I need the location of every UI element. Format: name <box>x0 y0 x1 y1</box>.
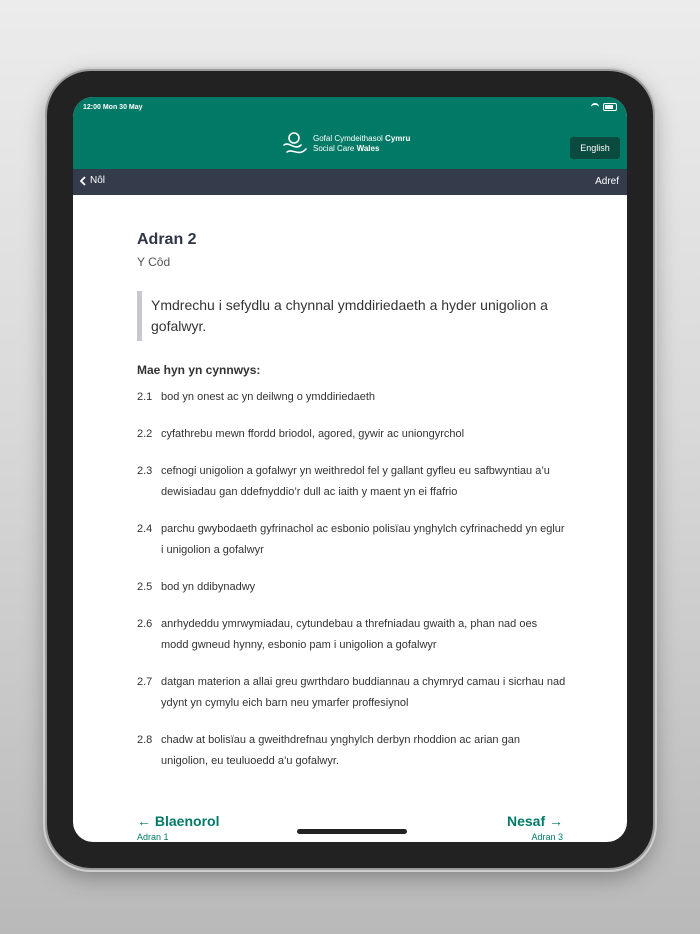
logo-line1-bold: Cymru <box>385 134 411 143</box>
item-number: 2.6 <box>137 618 153 630</box>
list-item <box>137 424 567 445</box>
pager <box>137 813 563 842</box>
item-text: cefnogi unigolion a gofalwyr yn weithredol fel y gallant gyfleu eu safbwyntiau a’u dewisiadau gan ddefnyddio’r dull ac iaith y maent yn ei ffafrio <box>161 465 550 498</box>
item-number: 2.1 <box>137 391 153 403</box>
list-item <box>137 614 567 656</box>
items-list <box>137 387 567 772</box>
logo-text <box>313 134 410 154</box>
device-volume-up-button <box>653 128 657 174</box>
chevron-left-icon <box>79 176 87 186</box>
app-header <box>73 97 627 169</box>
includes-heading: Mae hyn yn cynnwys: <box>137 363 261 377</box>
list-item <box>137 461 567 503</box>
item-number: 2.4 <box>137 523 153 535</box>
next-sub: Adran 3 <box>531 832 563 842</box>
list-item <box>137 730 567 772</box>
item-text: datgan materion a allai greu gwrthdaro buddiannau a chymryd camau i sicrhau nad ydynt yn cymylu eich barn neu ymarfer proffesiynol <box>161 676 566 709</box>
logo-line2-bold: Wales <box>356 144 380 153</box>
next-label: Nesaf → <box>506 813 563 829</box>
home-indicator[interactable] <box>297 829 407 834</box>
back-button[interactable] <box>79 175 105 186</box>
page-subtitle: Y Côd <box>137 255 171 269</box>
list-item <box>137 387 567 408</box>
logo-line1: Gofal Cymdeithasol <box>313 134 383 143</box>
main-content <box>137 195 567 788</box>
item-text: parchu gwybodaeth gyfrinachol ac esbonio polisïau ynghylch cyfrinachedd yn eglur i unigolion a gofalwyr <box>161 523 565 556</box>
item-text: bod yn ddibynadwy <box>161 581 256 593</box>
logo-mark-icon <box>281 131 309 157</box>
back-label: Nôl <box>90 175 106 186</box>
principle-quote: Ymdrechu i sefydlu a chynnal ymddiriedaeth a hyder unigolion a gofalwyr. <box>137 291 567 341</box>
list-item <box>137 577 567 598</box>
wifi-icon <box>591 103 599 111</box>
previous-label: ← Blaenorol <box>137 813 220 829</box>
item-text: anrhydeddu ymrwymiadau, cytundebau a threfniadau gwaith a, phan nad oes modd gwneud hynny, esbonio pam i unigolion a gofalwyr <box>161 618 538 651</box>
logo-line2: Social Care <box>313 144 355 153</box>
item-number: 2.5 <box>137 581 153 593</box>
status-icons <box>591 103 617 111</box>
item-text: cyfathrebu mewn ffordd briodol, agored, gywir ac uniongyrchol <box>161 428 465 440</box>
home-link[interactable]: Adref <box>595 176 619 187</box>
item-text: chadw at bolisïau a gweithdrefnau ynghylch derbyn rhoddion ac arian gan unigolion, eu teuluoedd a’u gofalwyr. <box>161 734 520 767</box>
device-volume-down-button <box>653 182 657 228</box>
item-number: 2.8 <box>137 734 153 746</box>
screen <box>73 97 627 842</box>
item-text: bod yn onest ac yn deilwng o ymddiriedaeth <box>161 391 376 403</box>
item-number: 2.3 <box>137 465 153 477</box>
language-button[interactable]: English <box>570 137 620 159</box>
item-number: 2.2 <box>137 428 153 440</box>
page-title: Adran 2 <box>137 231 197 248</box>
list-item <box>137 672 567 714</box>
previous-sub: Adran 1 <box>137 832 169 842</box>
status-time: 12:00 Mon 30 May <box>83 104 143 111</box>
previous-section-link[interactable] <box>137 813 219 842</box>
nav-bar <box>73 169 627 195</box>
brand-logo <box>281 131 410 157</box>
next-section-link[interactable] <box>507 813 563 842</box>
item-number: 2.7 <box>137 676 153 688</box>
battery-icon <box>603 103 617 111</box>
list-item <box>137 519 567 561</box>
